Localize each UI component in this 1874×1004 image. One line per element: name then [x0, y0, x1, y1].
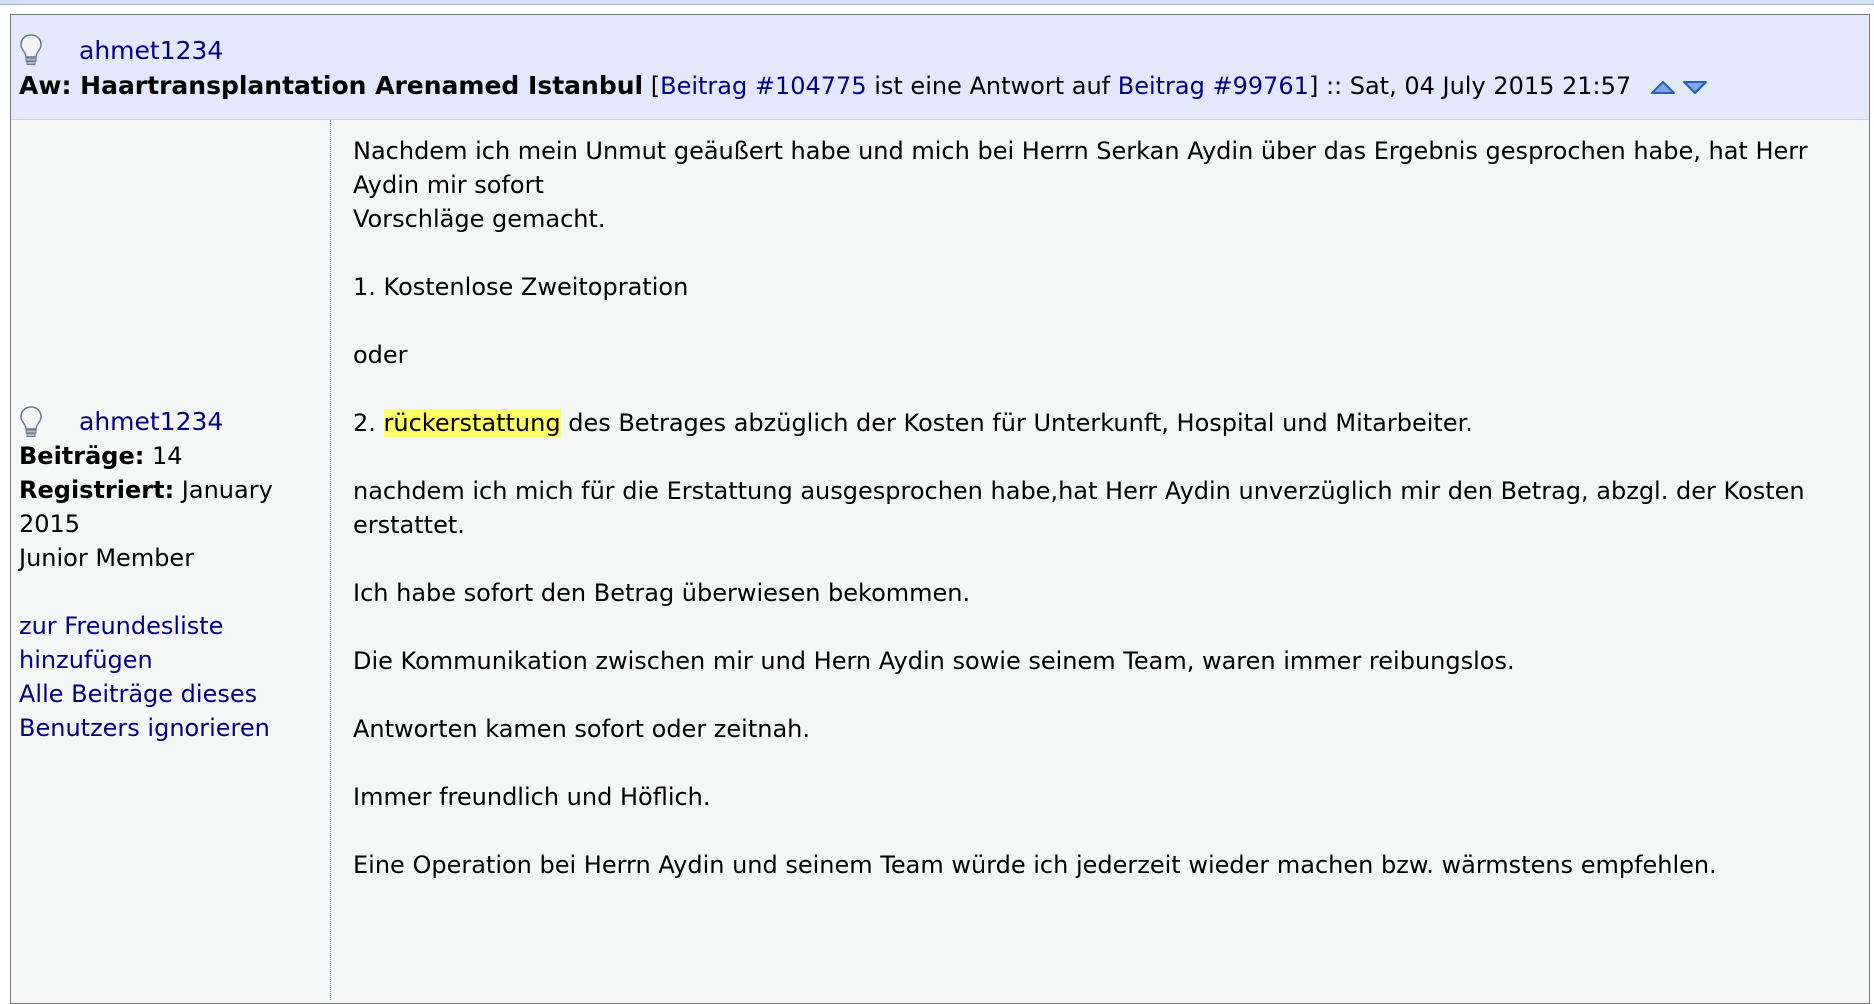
- paragraph: oder: [353, 341, 408, 369]
- sidebar-links: [19, 609, 319, 745]
- paragraph: [353, 406, 1868, 440]
- add-friend-link[interactable]: zur Freundesliste hinzufügen: [19, 612, 224, 674]
- parent-post-link[interactable]: Beitrag #99761: [1117, 72, 1309, 100]
- post-number-link[interactable]: Beitrag #104775: [660, 72, 867, 100]
- paragraph: Immer freundlich und Höflich.: [353, 783, 711, 811]
- header-user: [19, 33, 223, 67]
- top-strip: [0, 0, 1874, 5]
- post-count-label: Beiträge:: [19, 442, 145, 470]
- user-info: [19, 405, 319, 745]
- registered-value: January 2015: [19, 476, 273, 538]
- arrow-up-icon[interactable]: [1649, 77, 1677, 97]
- registered-label: Registriert:: [19, 476, 175, 504]
- paragraph: nachdem ich mich für die Erstattung ausgesprochen habe,hat Herr Aydin unverzüglich mir den Betrag, abzgl. der Kosten erstattet.: [353, 477, 1805, 539]
- post-count: [19, 439, 319, 473]
- post-header-line: [19, 71, 1713, 100]
- post-date: :: Sat, 04 July 2015 21:57: [1318, 72, 1632, 100]
- reply-text: ist eine Antwort auf: [866, 72, 1118, 100]
- paragraph: Antworten kamen sofort oder zeitnah.: [353, 715, 811, 743]
- post-header: [11, 15, 1869, 120]
- paragraph-line: Nachdem ich mein Unmut geäußert habe und mich bei Herrn Serkan Aydin über das Ergebnis gesprochen habe, hat Herr Aydin mir sofort: [353, 137, 1808, 199]
- lightbulb-icon: [19, 405, 43, 439]
- post-content: [353, 134, 1868, 916]
- registered-date: [19, 473, 319, 541]
- user-sidebar: [11, 120, 331, 1000]
- paragraph: [353, 134, 1868, 236]
- paragraph: Eine Operation bei Herrn Aydin und seinem Team würde ich jederzeit wieder machen bzw. wärmstens empfehlen.: [353, 851, 1717, 879]
- ref-open: [: [650, 72, 661, 100]
- ignore-user-link[interactable]: Alle Beiträge dieses Benutzers ignorieren: [19, 680, 270, 742]
- post-author-link[interactable]: ahmet1234: [79, 35, 224, 65]
- post-count-value: 14: [144, 442, 183, 470]
- user-rank: Junior Member: [19, 544, 195, 572]
- paragraph: 1. Kostenlose Zweitopration: [353, 273, 689, 301]
- sidebar-user-row: [19, 405, 319, 439]
- paragraph-line: Vorschläge gemacht.: [353, 205, 606, 233]
- nav-arrows: [1649, 77, 1713, 97]
- highlighted-term: rückerstattung: [383, 409, 561, 437]
- ref-close: ]: [1308, 72, 1319, 100]
- paragraph: Ich habe sofort den Betrag überwiesen bekommen.: [353, 579, 971, 607]
- paragraph-text: des Betrages abzüglich der Kosten für Unterkunft, Hospital und Mitarbeiter.: [560, 409, 1473, 437]
- paragraph: Die Kommunikation zwischen mir und Hern Aydin sowie seinem Team, waren immer reibungslos.: [353, 647, 1515, 675]
- list-number: 2.: [353, 409, 384, 437]
- post-title: Aw: Haartransplantation Arenamed Istanbul: [19, 71, 644, 100]
- sidebar-username-link[interactable]: ahmet1234: [79, 407, 224, 436]
- lightbulb-icon: [19, 33, 43, 67]
- forum-post: [10, 14, 1870, 1004]
- post-body: [11, 120, 1869, 1000]
- arrow-down-icon[interactable]: [1681, 77, 1709, 97]
